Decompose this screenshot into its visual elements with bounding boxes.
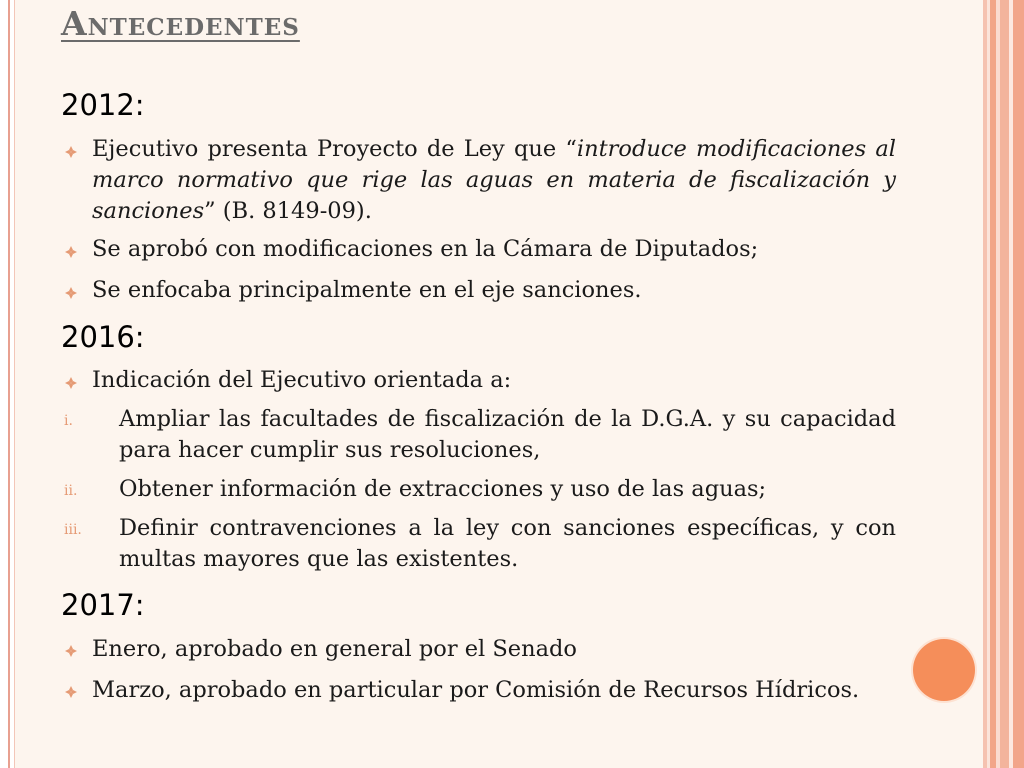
item-text-tail: ” (B. 8149-09). [204, 198, 372, 224]
list-item: Enero, aprobado en general por el Senado [92, 636, 577, 662]
item-text: Ejecutivo presenta Proyecto de Ley que “ [92, 136, 577, 162]
diamond-bullet-icon [64, 145, 78, 159]
decorative-stripe [1000, 0, 1009, 768]
slide-title: Antecedentes [61, 4, 300, 43]
diamond-bullet-icon [64, 376, 78, 390]
roman-list-item: Ampliar las facultades de fiscalización de la D.G.A. y su capacidad para hacer cumplir sus resoluciones, [119, 406, 896, 463]
roman-numeral-marker: ii. [64, 483, 78, 499]
decorative-stripe [1013, 0, 1024, 768]
roman-numeral-marker: i. [64, 413, 73, 429]
diamond-bullet-icon [64, 685, 78, 699]
decorative-circle [913, 639, 975, 701]
list-item: Se enfocaba principalmente en el eje sanciones. [92, 277, 642, 303]
year-heading-2012: 2012: [61, 88, 145, 122]
diamond-bullet-icon [64, 245, 78, 259]
list-item: Marzo, aprobado en particular por Comisión de Recursos Hídricos. [92, 677, 860, 703]
list-item: Indicación del Ejecutivo orientada a: [92, 367, 512, 393]
item-quote: introduce modificaciones al marco normativo que rige las aguas en materia de fiscalización y sanciones [92, 136, 896, 224]
roman-numeral-marker: iii. [64, 522, 82, 538]
diamond-bullet-icon [64, 644, 78, 658]
roman-list-item: Obtener información de extracciones y uso de las aguas; [119, 476, 767, 502]
list-item [92, 134, 896, 227]
year-heading-2016: 2016: [61, 320, 145, 354]
roman-list-item: Definir contravenciones a la ley con sanciones específicas, y con multas mayores que las existentes. [119, 515, 896, 572]
list-item: Se aprobó con modificaciones en la Cámara de Diputados; [92, 236, 759, 262]
year-heading-2017: 2017: [61, 588, 145, 622]
diamond-bullet-icon [64, 286, 78, 300]
left-frame-line [8, 0, 10, 768]
